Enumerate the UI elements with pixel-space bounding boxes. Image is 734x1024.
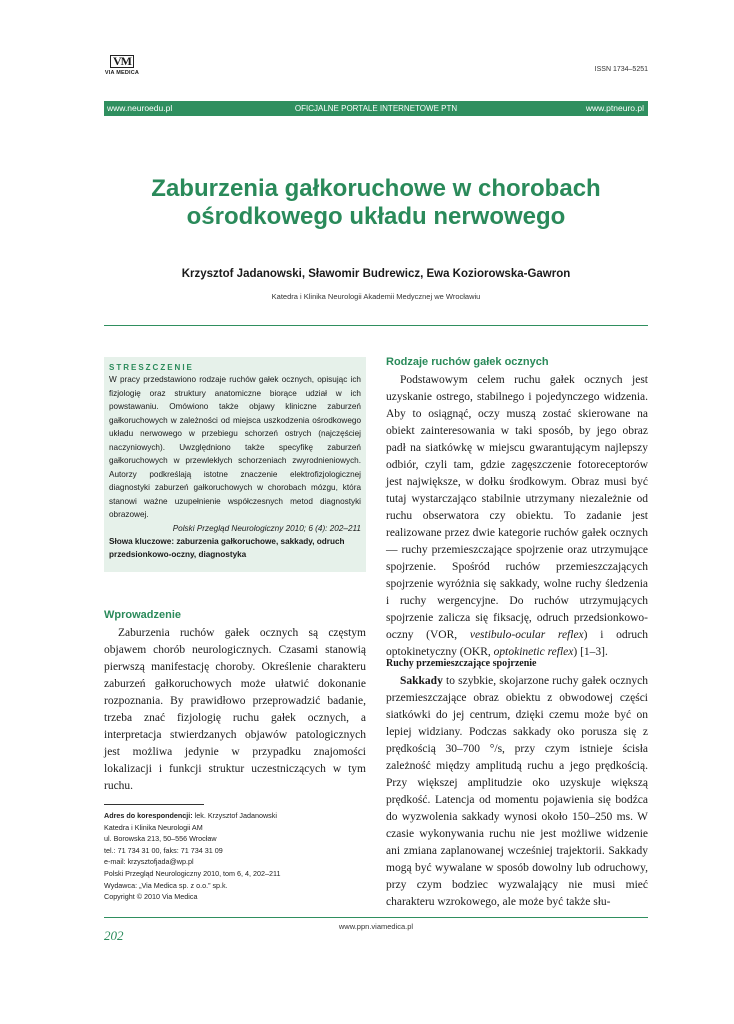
- paragraph-text-b: ) i odruch optokinetyczny (OKR,: [386, 629, 649, 658]
- corr-line-3: ul. Borowska 213, 50–556 Wrocław: [104, 834, 217, 844]
- logo-mark: VM: [110, 55, 134, 68]
- footer-divider: [104, 917, 648, 918]
- eye-movements-paragraph: [386, 372, 648, 661]
- article-affiliation: Katedra i Klinika Neurologii Akademii Medycznej we Wrocławiu: [271, 292, 481, 301]
- eye-movements-body: [386, 372, 648, 661]
- paragraph-text-a: Podstawowym celem ruchu gałek ocznych jest uzyskanie ostrego, stabilnego i pojedynczego widzenia. Aby to osiągnąć, oczy muszą zostać skierowane na obiekt zainteresowania w taki sposób, by jego obraz padł na siatkówkę w miejscu gwarantującym najlepszy odbiór, czyli tam, gdzie zagęszczenie fotoreceptorów jest największe, w dołku środkowym. Obraz musi być tutaj wystarczająco stabilnie utrzymany niezależnie od ruchu obserwatora czy obiektu. To zadanie jest realizowane przez dwie kategorie ruchów gałek ocznych — ruchy przemieszczające spojrzenie oraz utrzymujące spojrzenie. Spośród ruchów przemieszczających spojrzenie wyróżnia się sakkady, wolne ruchy śledzenia i ruchy wergencyjne. Do ruchów utrzymujących spojrzenie zalicza się fiksację, odruch przedsionkowo-oczny (VOR,: [386, 374, 648, 641]
- intro-heading: Wprowadzenie: [104, 609, 182, 621]
- page-number: 202: [104, 928, 124, 943]
- correspondence-block: [104, 810, 366, 903]
- article-authors: Krzysztof Jadanowski, Sławomir Budrewicz, Ewa Koziorowska-Gawron: [181, 268, 571, 280]
- intro-paragraph: Zaburzenia ruchów gałek ocznych są częstym objawem chorób neurologicznych. Czasami stanowią pierwszą manifestację choroby. Określenie charakteru zaburzeń gałkoruchowych może ułatwić dokonanie rozpoznania. By prawidłowo przeprowadzić badanie, trzeba znać fizjologię ruchu gałek ocznych, a interpretacja stwierdzanych objawów patologicznych jest możliwa jedynie w przypadku znajomości lokalizacji i funkcji struktur uczestniczących w tym ruchu.: [104, 627, 366, 792]
- paragraph-italic-vor: vestibulo-ocular reflex: [469, 629, 584, 641]
- corr-author: lek. Krzysztof Jadanowski: [194, 811, 277, 820]
- portal-bar: [104, 101, 648, 116]
- portal-link-neuroedu[interactable]: www.neuroedu.pl: [107, 103, 173, 113]
- paragraph-italic-okr: optokinetic reflex: [493, 646, 574, 658]
- logo-name: VIA MEDICA: [104, 70, 140, 76]
- corr-line-2: Katedra i Klinika Neurologii AM: [104, 822, 203, 832]
- abstract-keywords: Słowa kluczowe: zaburzenia gałkoruchowe, sakkady, odruch przedsionkowo-oczny, diagnostyka: [109, 536, 345, 559]
- abstract-content: [109, 363, 361, 562]
- corr-email[interactable]: e-mail: krzysztofjada@wp.pl: [104, 857, 194, 867]
- saccades-text: to szybkie, skojarzone ruchy gałek ocznych przemieszczające obraz obiektu z obwodowej części siatkówki do jej centrum, dzięki czemu może być on lepiej widziany. Podczas sakkady oko porusza się z prędkością 30–700 °/s, przy czym istnieje ścisła zależność między amplitudą ruchu a jego prędkością. Przy większej amplitudzie oko uzyskuje większą prędkość. Latencja od momentu pojawienia się bodźca do wyzwolenia sakkady wynosi około 150–250 ms. W czasie wykonywania ruchu nie jest możliwe widzenie ani zmiana zaplanowanej wcześniej trajektorii. Sakkady mogą być wywalane w sposób dowolny lub odruchowy, przy czym bodziec wyzwalający nie musi mieć charakteru wzrokowego, ale może być także słu-: [386, 675, 648, 908]
- publisher-logo: [99, 52, 145, 77]
- title-line-2: ośrodkowego układu nerwowego: [186, 203, 566, 230]
- header-divider: [104, 325, 648, 326]
- issn-label: ISSN 1734–5251: [594, 66, 648, 73]
- saccades-term: Sakkady: [400, 675, 443, 687]
- footer-site-link[interactable]: www.ppn.viamedica.pl: [338, 922, 414, 931]
- abstract-heading: STRESZCZENIE: [109, 363, 194, 372]
- correspondence-divider: [104, 804, 204, 805]
- title-line-1: Zaburzenia gałkoruchowe w chorobach: [151, 175, 601, 202]
- abstract-citation: Polski Przegląd Neurologiczny 2010; 6 (4): 202–211: [172, 523, 361, 533]
- saccades-paragraph: [386, 673, 648, 911]
- paragraph-text-c: ) [1–3].: [573, 646, 608, 658]
- corr-label: Adres do korespondencji:: [104, 811, 193, 820]
- intro-body: [104, 625, 366, 795]
- saccades-subheading: Ruchy przemieszczające spojrzenie: [386, 658, 537, 669]
- corr-line-8: Copyright © 2010 Via Medica: [104, 892, 198, 902]
- corr-line-7: Wydawca: „Via Medica sp. z o.o.” sp.k.: [104, 880, 228, 890]
- corr-line-1: [104, 810, 366, 822]
- eye-movements-heading: Rodzaje ruchów gałek ocznych: [386, 356, 549, 368]
- portal-bar-title: OFICJALNE PORTALE INTERNETOWE PTN: [294, 104, 458, 113]
- portal-link-ptneuro[interactable]: www.ptneuro.pl: [585, 103, 644, 113]
- abstract-text: W pracy przedstawiono rodzaje ruchów gałek ocznych, opisując ich fizjologię oraz struktury anatomiczne biorące udział w ich powstawaniu. Omówiono także objawy kliniczne zaburzeń gałkoruchowych w zależności od miejsca uszkodzenia ośrodkowego układu nerwowego w przebiegu schorzeń ostrych (najczęściej naczyniowych). Uwzględniono także specyfikę zaburzeń gałkoruchowych w przewlekłych schorzeniach zwyrodnieniowych. Autorzy podkreślają istotne znaczenie elektrofizjologicznej diagnostyki zaburzeń gałkoruchowych w chorobach mózgu, która stanowi ważne uzupełnienie współczesnych metod diagnostyki obrazowej.: [109, 375, 361, 519]
- corr-line-4: tel.: 71 734 31 00, faks: 71 734 31 09: [104, 845, 223, 855]
- article-title: [104, 175, 648, 231]
- saccades-body: [386, 673, 648, 911]
- corr-line-6: Polski Przegląd Neurologiczny 2010, tom 6, 4, 202–211: [104, 868, 281, 878]
